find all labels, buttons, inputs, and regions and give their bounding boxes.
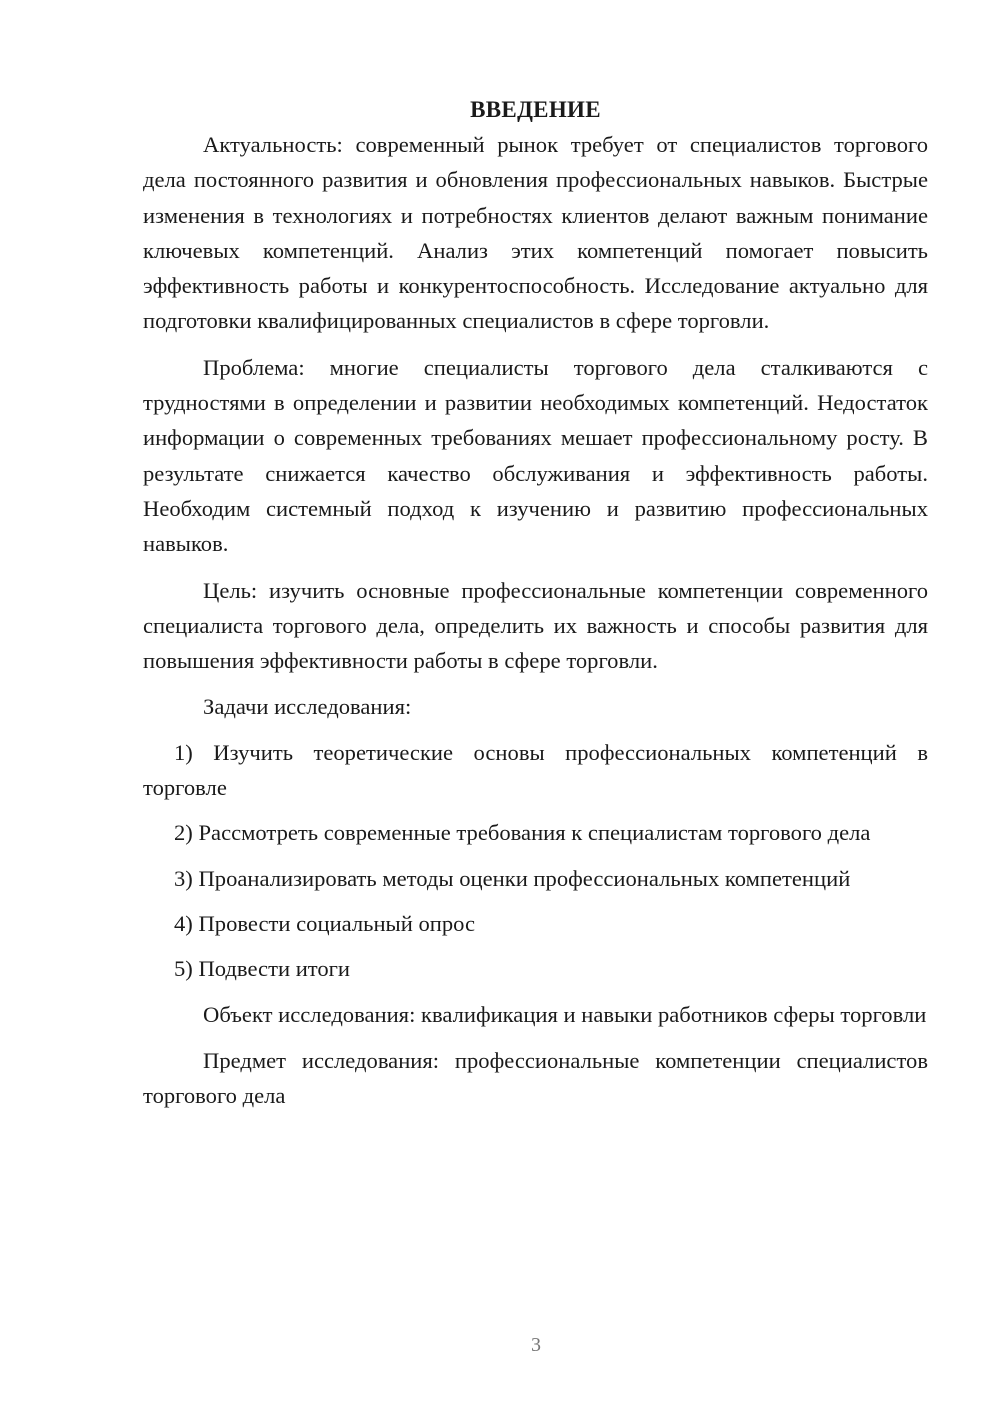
page-number: 3 [531, 1334, 541, 1356]
tasks-title: Задачи исследования: [203, 694, 412, 720]
object-paragraph: Объект исследования: квалификация и навыки работников сферы торговли [203, 1001, 927, 1027]
subject-paragraph: Предмет исследования: профессиональные компетенции специалистов торгового дела [143, 1047, 928, 1109]
document-page [143, 92, 928, 1124]
section-heading: ВВЕДЕНИЕ [470, 97, 601, 122]
task-item: 3) Проанализировать методы оценки профессиональных компетенций [174, 865, 851, 891]
task-item: 2) Рассмотреть современные требования к специалистам торгового дела [174, 820, 871, 846]
goal-paragraph: Цель: изучить основные профессиональные компетенции современного специалиста торгового дела, определить их важность и способы развития для повышения эффективности работы в сфере торговли. [143, 577, 928, 674]
task-item: 1) Изучить теоретические основы профессиональных компетенций в торговле [143, 739, 928, 801]
problem-paragraph: Проблема: многие специалисты торгового дела сталкиваются с трудностями в определении и развитии необходимых компетенций. Недостаток информации о современных требованиях мешает профессиональному росту. В результате снижается качество обслуживания и эффективность работы. Необходим системный подход к изучению и развитию профессиональных навыков. [143, 354, 928, 557]
task-item: 4) Провести социальный опрос [174, 910, 476, 936]
relevance-paragraph: Актуальность: современный рынок требует от специалистов торгового дела постоянного развития и обновления профессиональных навыков. Быстрые изменения в технологиях и потребностях клиентов делают важным понимание ключевых компетенций. Анализ этих компетенций помогает повысить эффективность работы и конкурентоспособность. Исследование актуально для подготовки квалифицированных специалистов в сфере торговли. [143, 132, 928, 334]
task-item: 5) Подвести итоги [174, 956, 351, 982]
